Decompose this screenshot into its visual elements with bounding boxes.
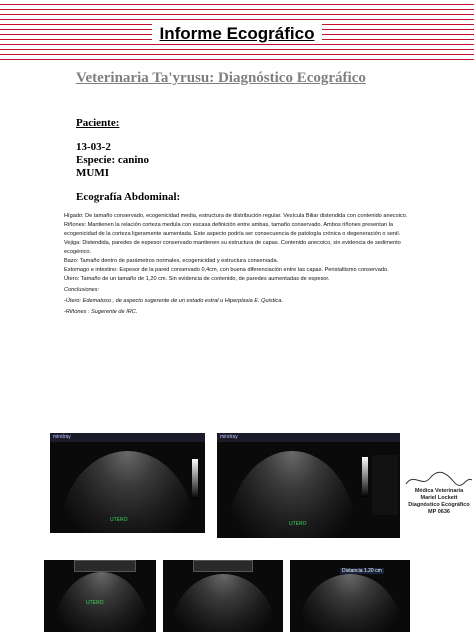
settings-panel: [372, 455, 398, 515]
signature-scribble: [402, 470, 474, 490]
finding-bladder: Vejiga: Distendida, paredes de espesor conservado mantienen su estructura de capas. Contenido anecoico, sin evidencia de sedimento ecogénico.: [64, 240, 401, 255]
signature-block: [404, 488, 474, 516]
conclusion-kidneys: -Riñones : Sugerente de IRC.: [64, 309, 138, 315]
scan-organ-label: UTERO: [86, 600, 104, 606]
ultrasound-image-4: [163, 560, 283, 632]
scan-toolbar: [193, 560, 253, 572]
distance-measurement: Distancia 1.20 cm: [342, 568, 382, 574]
finding-spleen: Bazo: Tamaño dentro de parámetros normales, ecogenicidad y estructura conservada.: [64, 258, 279, 264]
section-title: Ecografía Abdominal:: [76, 191, 181, 203]
scan-organ-label: UTERO: [289, 521, 307, 527]
signature-name: Mariel Lockett: [420, 495, 458, 501]
grayscale-bar: [192, 459, 198, 499]
ultrasound-image-3: [44, 560, 156, 632]
finding-kidneys: Riñones: Mantienen la relación corteza medula con escasa definición entre ambas, tamaño conservado. Ambos riñones presentan la ecogenicidad de la corteza ligeramente aumentada. Este aspecto podría ser consecuencia de patología crónica o degeneración o senil.: [64, 222, 401, 237]
patient-date: 13-03-2: [76, 141, 111, 153]
conclusion-uterus: -Útero: Edematoso , de aspecto sugerente de un estado estral u Hiperplasia E. Quistica.: [64, 298, 283, 304]
ultrasound-image-5: [290, 560, 410, 632]
signature-title: Médica Veterinaria: [414, 488, 464, 494]
finding-stomach: Estomago e intestino: Espesor de la pared conservado 0,4cm, con buena diferenciación entre las capas. Peristaltismo conservado.: [64, 267, 389, 273]
findings-block: [64, 212, 414, 317]
scan-sector: [298, 574, 402, 632]
scan-organ-label: UTERO: [110, 517, 128, 523]
patient-label: Paciente:: [76, 117, 120, 129]
scan-sector: [171, 574, 276, 632]
scan-toolbar: [74, 560, 136, 572]
conclusions-label: Conclusiones:: [64, 287, 100, 293]
patient-name: MUMI: [76, 167, 109, 179]
ultrasound-image-1: [50, 433, 205, 533]
signature-license: MP 0636: [428, 509, 450, 515]
scan-brand: mindray: [50, 433, 205, 442]
finding-uterus: Útero: Tamaño de un tamaño de 1,20 cm. Sin evidencia de contenido, de paredes aumentadas de espesor.: [64, 276, 330, 282]
patient-species: Especie: canino: [76, 154, 150, 166]
finding-liver: Hígado: De tamaño conservado, ecogenicidad media, estructura de distribución regular. Vesícula Biliar distendida con contenido anecoico.: [64, 213, 408, 219]
ultrasound-image-2: [217, 433, 400, 538]
signature-specialty: Diagnóstico Ecográfico: [408, 502, 470, 508]
report-title: [0, 24, 474, 44]
report-title-text: Informe Ecográfico: [152, 24, 323, 44]
grayscale-bar: [362, 457, 368, 497]
clinic-heading: Veterinaria Ta'yrusu: Diagnóstico Ecográfico: [76, 70, 366, 86]
scan-brand: mindray: [217, 433, 400, 442]
